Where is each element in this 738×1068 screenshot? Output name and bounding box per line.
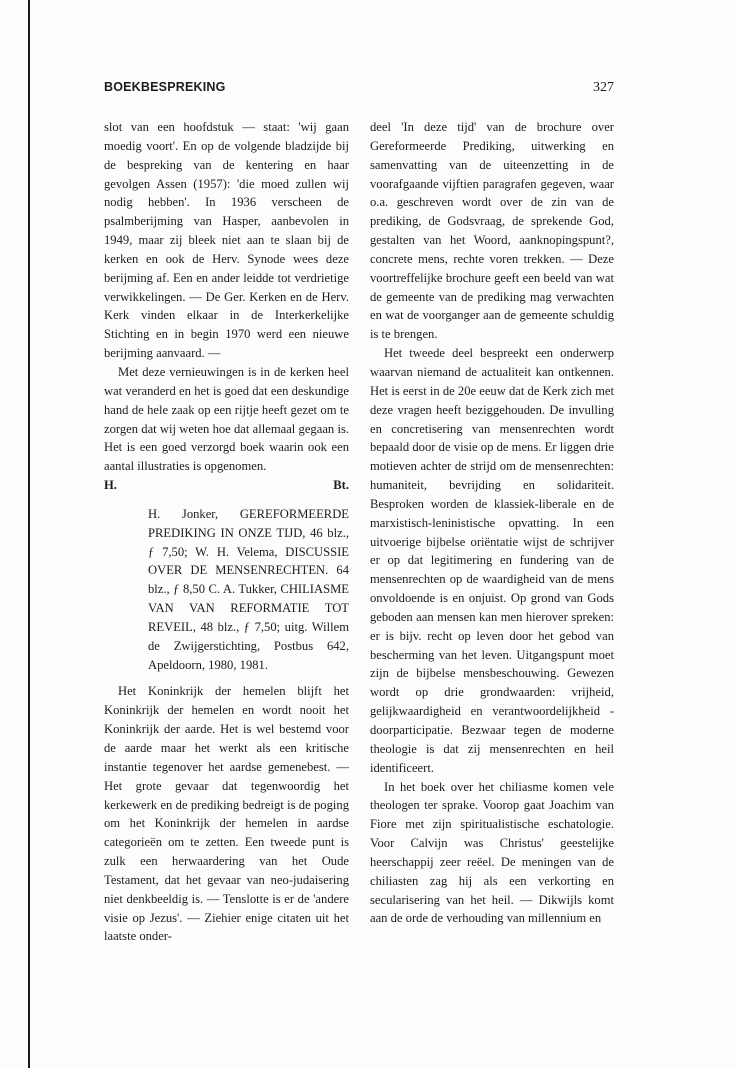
bibliographic-entry: H. Jonker, GEREFORMEERDE PREDIKING IN ONZE TIJD, 46 blz., ƒ 7,50; W. H. Velema, DISCUSSIE OVER DE MENSENRECHTEN. 64 blz., ƒ 8,50 C. A. Tukker, CHILIASME VAN VAN REFORMATIE TOT REVEIL, 48 blz., ƒ 7,50; uitg. Willem de Zwijgerstichting, Postbus 642, Apeldoorn, 1980, 1981. [148,506,349,672]
page-number: 327 [593,80,614,95]
paragraph: In het boek over het chiliasme komen vele theologen ter sprake. Voorop gaat Joachim van Fiore met zijn spiritualistische eschatologie. Voor Calvijn was Christus' geestelijke heerschappij zeer reëel. De meningen van de chiliasten zag hij als een verkorting en secularisering van het heil. — Dikwijls komt aan de orde de verhouding van millennium en [370,779,614,926]
signature-initial: H. [104,478,117,493]
paragraph: deel 'In deze tijd' van de brochure over Gereformeerde Prediking, uitwerking en samenvatting van de uiteenzetting in de voorafgaande vijftien paragrafen gegeven, waar o.a. geschreven wordt over de zin van de prediking, de Godsvraag, de sprekende God, gestalten van het Woord, aanknopingspunt?, concrete mens, rechte voren trekken. — Deze voortreffelijke brochure geeft een beeld van wat de gemeente van de prediking mag verwachten en wat de voorganger aan de gemeente schuldig is te brengen. [370,120,614,342]
signature-abbrev: Bt. [333,478,349,493]
right-column [370,118,614,928]
page-header [104,80,614,100]
paragraph: Het Koninkrijk der hemelen blijft het Koninkrijk der hemelen en wordt nooit het Koninkrijk der aarde. Het is wel bestemd voor de aarde maar het werkt als een kritische instantie tegenover het aardse gemenebest. — Het grote gevaar dat tegenwoordig het kerkewerk en de prediking bedreigt is de poging om het Koninkrijk der hemelen in aardse categorieën om te zetten. Een tweede punt is zulk een herwaardering van het Oude Testament, dat het gevaar van neo-judaisering niet denkbeeldig is. — Tenslotte is er de 'andere visie op Jezus'. — Ziehier enige citaten uit het laatste onder- [104,684,349,944]
scan-border-line [28,0,30,1068]
paragraph: Met deze vernieuwingen is in de kerken heel wat veranderd en het is goed dat een deskundige hand de hele zaak op een rijtje heeft gezet om te zorgen dat wij weten hoe dat allemaal gegaan is. Het is een goed verzorgd boek waarin ook een aantal illustraties is opgenomen. [104,364,349,474]
running-title: BOEKBESPREKING [104,80,226,94]
paragraph: Het tweede deel bespreekt een onderwerp waarvan niemand de actualiteit kan ontkennen. Het is eerst in de 20e eeuw dat de Kerk zich met deze vragen heeft beziggehouden. De invulling en concretisering van mensenrechten wordt bepaald door de visie op de mens. Er liggen drie motieven achter de strijd om de mensenrechten: humaniteit, bevrijding en solidariteit. Besproken worden de klassiek-liberale en de marxistisch-leninistische opvatting. In een uitvoerige bijbelse oriëntatie wijst de schrijver er op dat legitimering en fundering van de mensenrechten op de waardigheid van de mens onvoldoende is en onjuist. Op grond van Gods geboden aan mensen kan men hierover spreken: er is bijv. recht op leven door het gebod van bescherming van het leven. Uitgangspunt moet zijn de bijbelse mensbeschouwing. Gewezen wordt op drie grondwaarden: vrijheid, gelijkwaardigheid en verantwoordelijkheid -doorparticipatie. Bezwaar tegen de moderne theologie is dat zij mensenrechten en heil identificeert. [370,346,614,775]
left-column [104,118,349,946]
paragraph: slot van een hoofdstuk — staat: 'wij gaan moedig voort'. En op de volgende bladzijde bij de bespreking van de kentering en haar gevolgen Assen (1957): 'die moed zullen wij nodig hebben'. In 1936 verscheen de psalmberijming van Hasper, aanbevolen in 1949, maar zij bleek niet aan te slaan bij de kerken en ook de Herv. Synode wees deze berijming af. Een en ander leidde tot verdrietige verwikkelingen. — De Ger. Kerken en de Herv. Kerk vinden elkaar in de Interkerkelijke Stichting en in begin 1970 werd een nieuwe berijming aanvaard. — [104,120,349,361]
reviewer-signature [104,476,349,495]
